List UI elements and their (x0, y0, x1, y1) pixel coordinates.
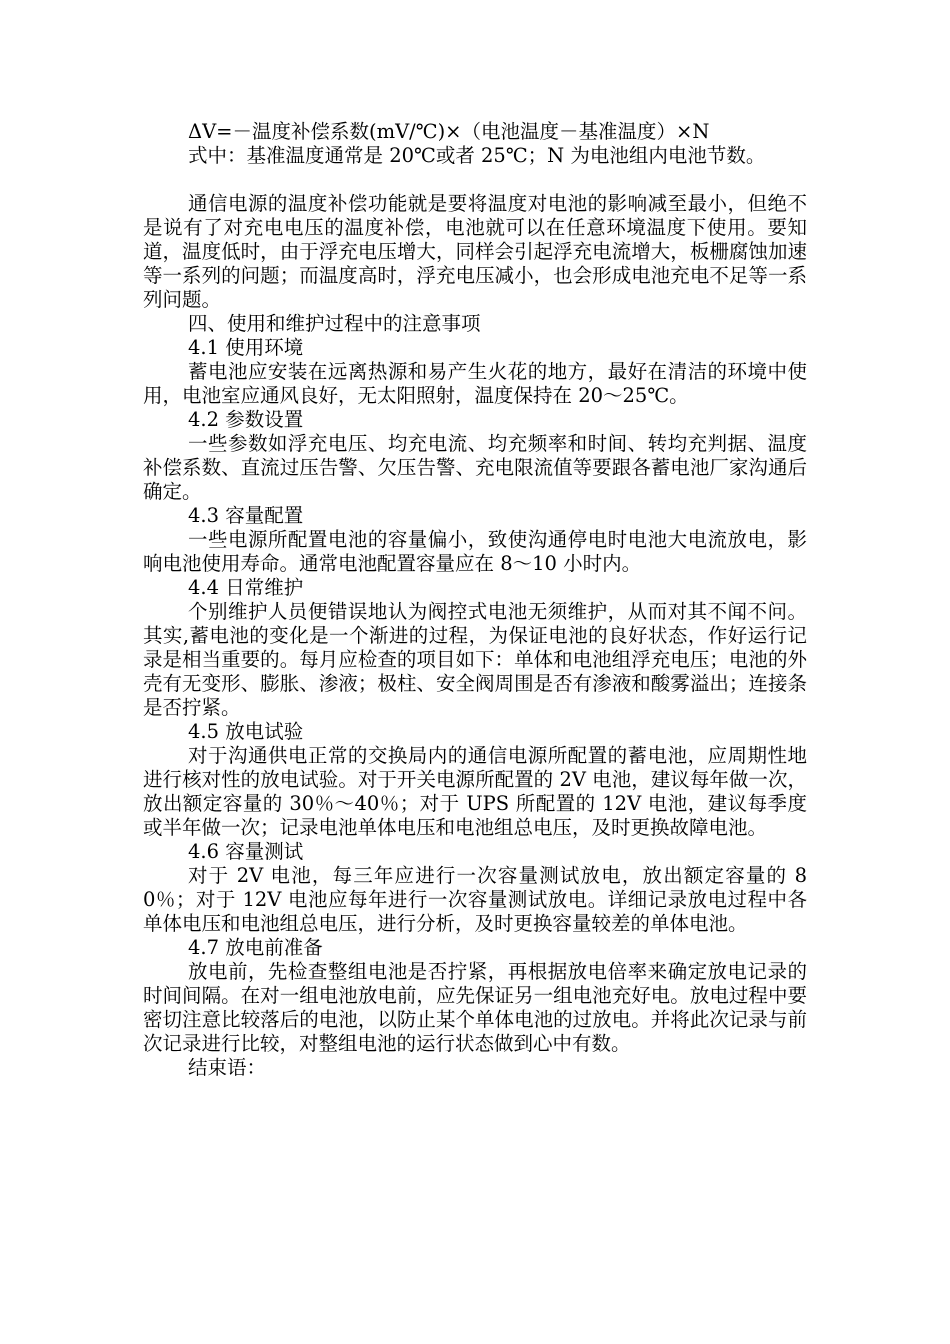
section-heading-4-6: 4.6 容量测试 (188, 840, 304, 863)
formula-note: 式中：基准温度通常是 20℃或者 25℃；N 为电池组内电池节数。 (188, 144, 766, 167)
section-body-4-2: 一些参数如浮充电压、均充电流、均充频率和时间、转均充判据、温度补偿系数、直流过压告警、欠压告警、充电限流值等要跟各蓄电池厂家沟通后确定。 (143, 432, 807, 503)
section-body-4-1: 蓄电池应安装在远离热源和易产生火花的地方，最好在清洁的环境中使用，电池室应通风良好，无太阳照射，温度保持在 20～25℃。 (143, 360, 807, 407)
intro-paragraph: 通信电源的温度补偿功能就是要将温度对电池的影响减至最小，但绝不是说有了对充电电压的温度补偿，电池就可以在任意环境温度下使用。要知道，温度低时，由于浮充电压增大，同样会引起浮充电流增大，板栅腐蚀加速等一系列的问题；而温度高时，浮充电压减小，也会形成电池充电不足等一系列问题。 (143, 192, 807, 311)
section-heading-4-4: 4.4 日常维护 (188, 576, 304, 599)
formula-line: ΔV=－温度补偿系数(mV/℃)×（电池温度－基准温度）×N (188, 120, 710, 143)
section-body-4-4: 个别维护人员便错误地认为阀控式电池无须维护，从而对其不闻不问。其实,蓄电池的变化是一个渐进的过程，为保证电池的良好状态，作好运行记录是相当重要的。每月应检查的项目如下：单体和电池组浮充电压；电池的外壳有无变形、膨胀、渗液；极柱、安全阀周围是否有渗液和酸雾溢出；连接条是否拧紧。 (143, 600, 807, 719)
section-body-4-7: 放电前，先检查整组电池是否拧紧，再根据放电倍率来确定放电记录的时间间隔。在对一组电池放电前，应先保证另一组电池充好电。放电过程中要密切注意比较落后的电池，以防止某个单体电池的过放电。并将此次记录与前次记录进行比较，对整组电池的运行状态做到心中有数。 (143, 960, 807, 1055)
section-heading-4-2: 4.2 参数设置 (188, 408, 304, 431)
section-body-4-3: 一些电源所配置电池的容量偏小，致使沟通停电时电池大电流放电，影响电池使用寿命。通常电池配置容量应在 8～10 小时内。 (143, 528, 807, 575)
paragraph-gap (143, 168, 807, 192)
section-body-4-5: 对于沟通供电正常的交换局内的通信电源所配置的蓄电池，应周期性地进行核对性的放电试验。对于开关电源所配置的 2V 电池，建议每年做一次，放出额定容量的 30％～40％；对于 UPS 所配置的 12V 电池，建议每季度或半年做一次；记录电池单体电压和电池组总电压，及时更换故障电池。 (143, 744, 807, 839)
section-heading-4-7: 4.7 放电前准备 (188, 936, 323, 959)
section-heading-4-1: 4.1 使用环境 (188, 336, 304, 359)
section-heading-4-5: 4.5 放电试验 (188, 720, 304, 743)
section-heading-4-3: 4.3 容量配置 (188, 504, 304, 527)
conclusion-heading: 结束语： (188, 1056, 267, 1079)
section-body-4-6: 对于 2V 电池，每三年应进行一次容量测试放电，放出额定容量的 80％；对于 12V 电池应每年进行一次容量测试放电。详细记录放电过程中各单体电压和电池组总电压，进行分析，及时更换容量较差的单体电池。 (143, 864, 807, 935)
section-title: 四、使用和维护过程中的注意事项 (188, 312, 481, 335)
document-body (143, 120, 807, 1080)
